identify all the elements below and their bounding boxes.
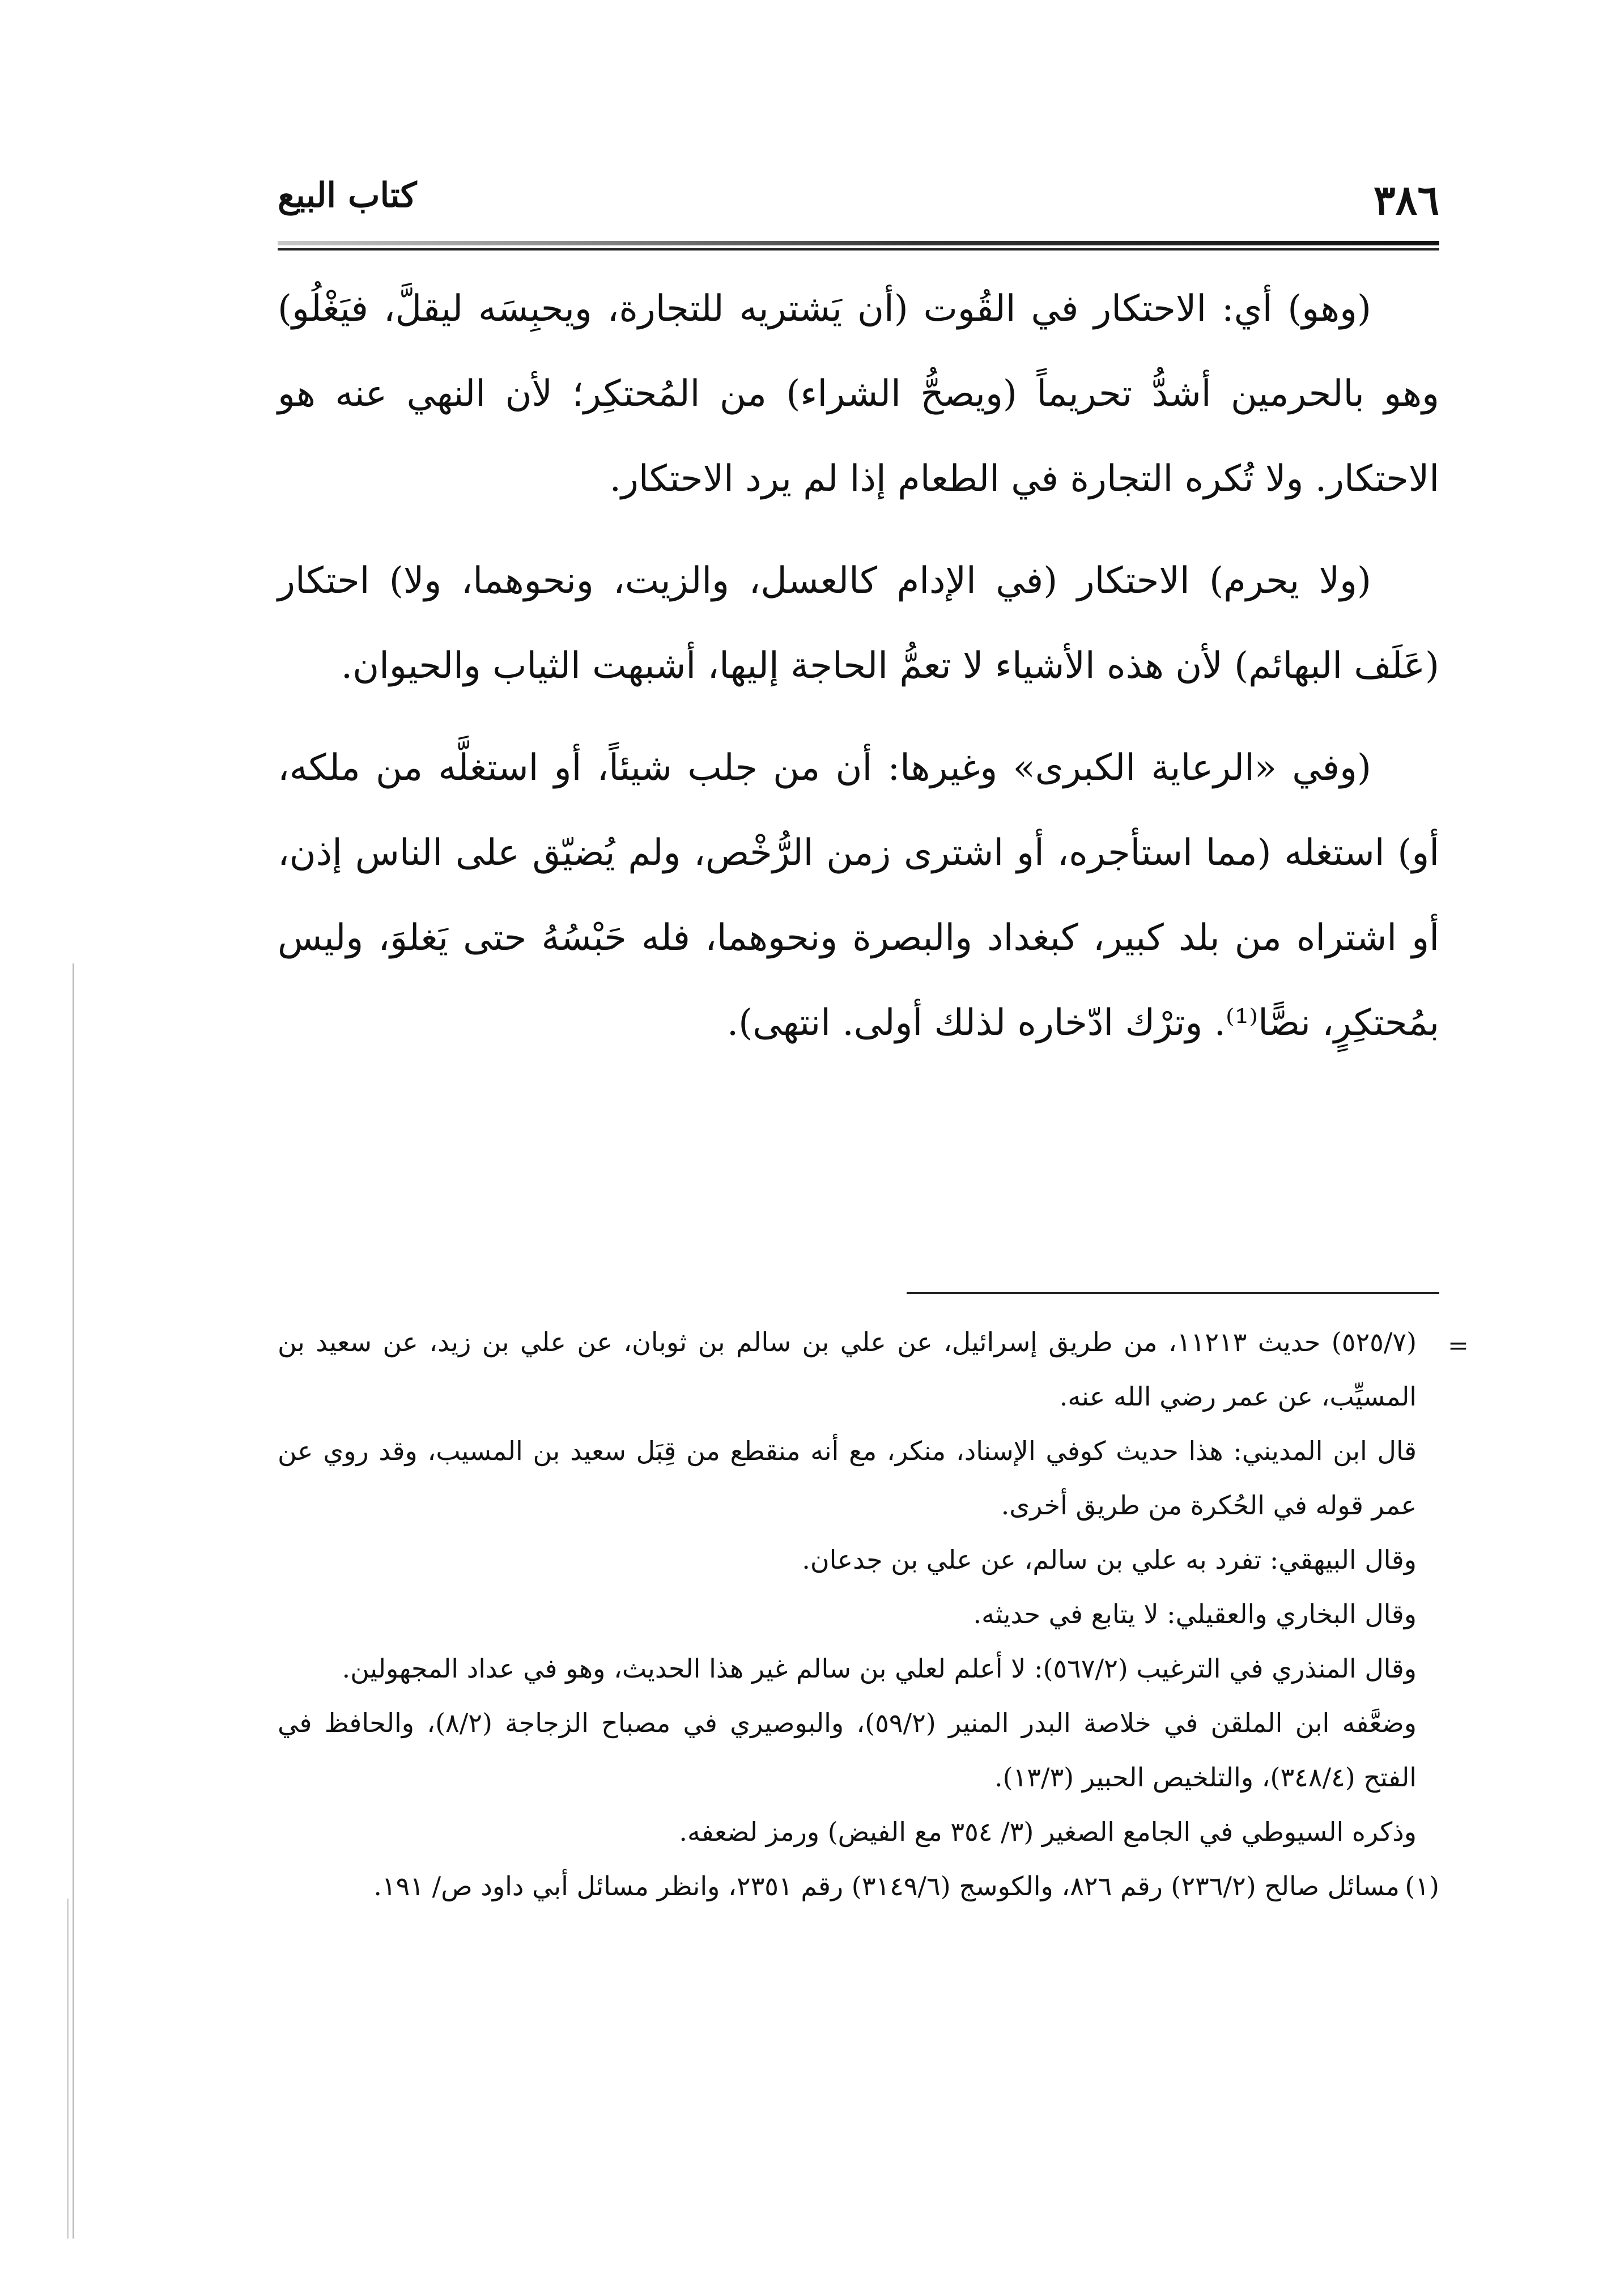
footnote-separator [907,1292,1439,1294]
footnote-line: وقال المنذري في الترغيب (٥٦٧/٢): لا أعلم لعلي بن سالم غير هذا الحديث، وهو في عداد المجهولين. [342,1653,1417,1684]
footnote-line: وقال البخاري والعقيلي: لا يتابع في حديثه. [973,1599,1417,1629]
footnote-line: (٥٢٥/٧) حديث ١١٢١٣، من طريق إسرائيل، عن علي بن سالم بن ثوبان، عن علي بن زيد، عن سعيد بن المسيِّب، عن عمر رضي الله عنه. [278,1327,1417,1412]
paragraph-hoarding-definition: (وهو) أي: الاحتكار في القُوت (أن يَشتريه للتجارة، ويحبِسَه ليقلَّ، فيَغْلُو) وهو بالحرمين أشدُّ تحريماً (ويصحُّ الشراء) من المُحتكِر؛ لأن النهي عنه هو الاحتكار. ولا تُكره التجارة في الطعام إذا لم يرد الاحتكار. [278,288,1439,500]
footnote-1 [278,1859,1439,1913]
paragraph-condiments: (ولا يحرم) الاحتكار (في الإدام كالعسل، والزيت، ونحوهما، ولا) احتكار (عَلَف البهائم) لأن هذه الأشياء لا تعمُّ الحاجة إليها، أشبهت الثياب والحيوان. [278,560,1439,687]
page-number: ٣٨٦ [1373,176,1439,224]
footnotes [278,1315,1439,1913]
header-rule-thick [278,241,1439,245]
footnote-line: وضعَّفه ابن الملقن في خلاصة البدر المنير (٥٩/٢)، والبوصيري في مصباح الزجاجة (٨/٢)، والحافظ في الفتح (٣٤٨/٤)، والتلخيص الحبير (١٣/٣). [278,1708,1417,1793]
footnote-continuation [278,1315,1439,1859]
paragraph-riaya-kubra: (وفي «الرعاية الكبرى» وغيرها: أن من جلب شيئاً، أو استغلَّه من ملكه، أو) استغله (مما استأجره، أو اشترى زمن الرُّخْص، ولم يُضيّق على الناس إذن، أو اشتراه من بلد كبير، كبغداد والبصرة ونحوهما، فله حَبْسُهُ حتى يَغلوَ، وليس بمُحتكِرٍ، نصًّا⁽¹⁾. وترْك ادّخاره لذلك أولى. انتهى). [278,747,1439,1044]
scan-edge-line [73,963,74,2239]
page-header [278,170,1439,238]
scan-edge-line-lower [67,1899,69,2239]
footnote-line: قال ابن المديني: هذا حديث كوفي الإسناد، منكر، مع أنه منقطع من قِبَل سعيد بن المسيب، وقد روي عن عمر قوله في الحُكرة من طريق أخرى. [278,1436,1417,1521]
footnote-1-marker: (١) [1405,1871,1439,1901]
header-rule-thin [278,248,1439,250]
main-text [278,266,1439,1082]
book-title: كتاب البيع [278,176,417,215]
footnote-line: وقال البيهقي: تفرد به علي بن سالم، عن علي بن جدعان. [802,1544,1417,1575]
footnote-continuation-mark: = [1448,1331,1469,1360]
footnote-line: وذكره السيوطي في الجامع الصغير (٣/ ٣٥٤ مع الفيض) ورمز لضعفه. [679,1816,1417,1847]
header-rule [278,241,1439,252]
footnote-1-text: مسائل صالح (٢٣٦/٢) رقم ٨٢٦، والكوسج (٣١٤٩/٦) رقم ٢٣٥١، وانظر مسائل أبي داود ص/ ١٩١. [373,1871,1400,1901]
